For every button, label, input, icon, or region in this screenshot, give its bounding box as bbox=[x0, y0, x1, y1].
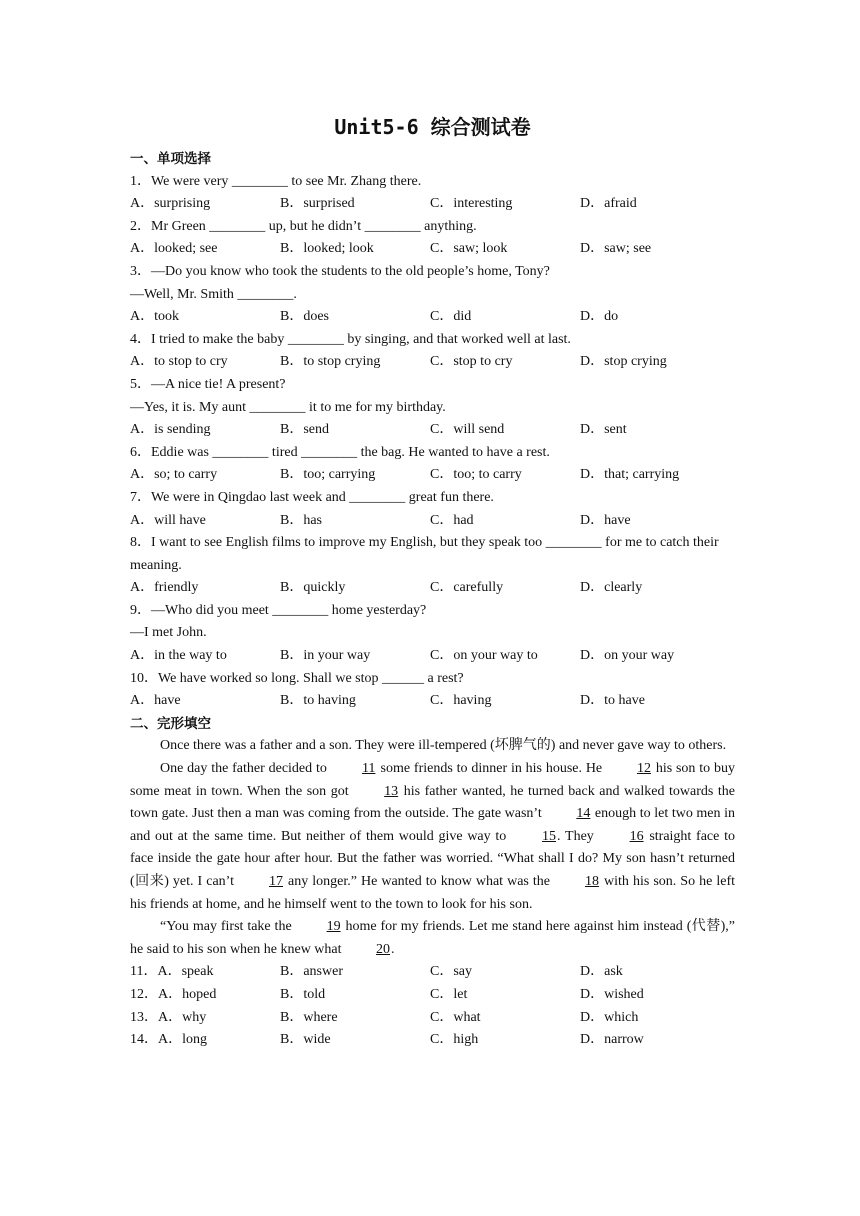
option-a[interactable] bbox=[130, 961, 280, 984]
option-b[interactable]: B．to having bbox=[280, 693, 356, 709]
option-a[interactable] bbox=[130, 1007, 280, 1030]
question-stem: —Yes, it is. My aunt ________ it to me for my birthday. bbox=[130, 399, 446, 415]
cloze-option-row bbox=[130, 1029, 735, 1052]
option-row bbox=[130, 351, 735, 374]
question-stem: 2．Mr Green ________ up, but he didn’t ________ anything. bbox=[130, 218, 477, 234]
option-c[interactable]: C．interesting bbox=[430, 196, 513, 212]
blank-11: 11 bbox=[361, 761, 376, 777]
option-b[interactable]: B．in your way bbox=[280, 648, 371, 664]
blank-15: 15 bbox=[542, 828, 557, 844]
text-segment: . They bbox=[557, 828, 599, 844]
option-c[interactable]: C．on your way to bbox=[430, 648, 538, 664]
text-segment: home for my friends. Let me stand here against him instead (代替),” he said to his son when he knew what bbox=[130, 919, 735, 957]
option-row bbox=[130, 419, 735, 442]
cloze-paragraph-1: Once there was a father and a son. They were ill-tempered (坏脾气的) and never gave way to others. bbox=[160, 738, 727, 754]
text-segment: with his son. So he left his friends at home, and he himself went to the town to look for his son. bbox=[130, 874, 735, 912]
question-list bbox=[130, 171, 735, 713]
option-a[interactable]: A．is sending bbox=[130, 422, 211, 438]
question-stem: 3．—Do you know who took the students to the old people’s home, Tony? bbox=[130, 263, 550, 279]
blank-14: 14 bbox=[576, 806, 591, 822]
option-row bbox=[130, 193, 735, 216]
option-c[interactable]: C．will send bbox=[430, 422, 505, 438]
option-row bbox=[130, 690, 735, 713]
option-row bbox=[130, 645, 735, 668]
option-c[interactable]: C．say bbox=[430, 964, 472, 980]
option-a[interactable]: A．surprising bbox=[130, 196, 211, 212]
option-b[interactable]: B．surprised bbox=[280, 196, 355, 212]
question-stem: 1．We were very ________ to see Mr. Zhang there. bbox=[130, 173, 422, 189]
option-row bbox=[130, 577, 735, 600]
question-stem: 4．I tried to make the baby ________ by singing, and that worked well at last. bbox=[130, 331, 571, 347]
question-stem: 9．—Who did you meet ________ home yesterday? bbox=[130, 602, 427, 618]
blank-19: 19 bbox=[326, 919, 341, 935]
option-d[interactable]: D．ask bbox=[580, 964, 623, 980]
page-title: Unit5-6 综合测试卷 bbox=[334, 115, 531, 139]
option-d[interactable]: D．saw; see bbox=[580, 241, 652, 257]
cloze-option-row bbox=[130, 961, 735, 984]
cloze-paragraph-3 bbox=[130, 916, 735, 961]
text-segment: “You may first take the bbox=[160, 919, 296, 935]
option-d[interactable]: D．sent bbox=[580, 422, 627, 438]
text-segment: his son to buy some meat in town. When the son got bbox=[130, 761, 735, 799]
option-c[interactable]: C．what bbox=[430, 1009, 481, 1025]
section-heading-choice: 一、单项选择 bbox=[130, 151, 211, 167]
option-a[interactable] bbox=[130, 1029, 280, 1052]
option-b[interactable]: B．does bbox=[280, 309, 329, 325]
text-segment: any longer.” He wanted to know what was the bbox=[284, 874, 555, 889]
option-d[interactable]: D．clearly bbox=[580, 580, 643, 596]
question-stem: 7．We were in Qingdao last week and ________ great fun there. bbox=[130, 489, 494, 505]
text-segment: One day the father decided to bbox=[160, 761, 331, 777]
cloze-option-row bbox=[130, 1007, 735, 1030]
exam-page bbox=[130, 112, 735, 1052]
option-c[interactable]: C．saw; look bbox=[430, 241, 508, 257]
blank-18: 18 bbox=[585, 874, 600, 889]
cloze-option-row bbox=[130, 984, 735, 1007]
blank-13: 13 bbox=[384, 783, 399, 799]
option-b[interactable]: B．send bbox=[280, 422, 329, 438]
text-segment: enough to let two men in and out at the same time. But neither of them would give way to bbox=[130, 806, 736, 844]
option-d[interactable]: D．on your way bbox=[580, 648, 675, 664]
option-b[interactable]: B．to stop crying bbox=[280, 354, 381, 370]
question-number: 13． bbox=[130, 1009, 158, 1025]
option-c[interactable]: C．did bbox=[430, 309, 472, 325]
blank-16: 16 bbox=[629, 828, 644, 844]
option-d[interactable]: D．that; carrying bbox=[580, 467, 680, 483]
option-d[interactable]: D．afraid bbox=[580, 196, 637, 212]
text-segment: his father wanted, he turned back and walked towards the town gate. Just then a man was coming from the outside. The gate wasn’t bbox=[130, 783, 735, 822]
question-number: 11． bbox=[130, 964, 158, 980]
option-a[interactable]: A．so; to carry bbox=[130, 467, 218, 483]
question-number: 12． bbox=[130, 986, 158, 1002]
question-stem: —I met John. bbox=[130, 625, 207, 641]
option-a[interactable] bbox=[130, 984, 280, 1007]
option-b[interactable]: B．told bbox=[280, 986, 326, 1002]
option-text: A．speak bbox=[157, 964, 214, 980]
question-stem: 5．—A nice tie! A present? bbox=[130, 376, 286, 392]
option-text: A．long bbox=[158, 1032, 207, 1048]
option-d[interactable]: D．stop crying bbox=[580, 354, 667, 370]
option-b[interactable]: B．quickly bbox=[280, 580, 346, 596]
text-segment: straight face to face inside the gate hour after hour. But the father was worried. “What shall I do? My son hasn’t returned (回来) yet. I can’t bbox=[130, 828, 736, 889]
text-segment: . bbox=[391, 941, 395, 957]
option-a[interactable]: A．friendly bbox=[130, 580, 199, 596]
option-row bbox=[130, 238, 735, 261]
question-stem: 10．We have worked so long. Shall we stop ______ a rest? bbox=[130, 670, 464, 686]
option-c[interactable]: C．too; to carry bbox=[430, 467, 522, 483]
blank-20: 20 bbox=[376, 941, 391, 957]
question-stem: —Well, Mr. Smith ________. bbox=[130, 286, 297, 302]
option-c[interactable]: C．carefully bbox=[430, 580, 504, 596]
option-text: A．why bbox=[158, 1009, 207, 1025]
question-number: 14． bbox=[130, 1032, 158, 1048]
section-heading-cloze: 二、完形填空 bbox=[130, 715, 211, 732]
blank-17: 17 bbox=[269, 874, 283, 889]
option-b[interactable]: B．has bbox=[280, 512, 322, 528]
option-b[interactable]: B．looked; look bbox=[280, 241, 374, 257]
option-d[interactable]: D．which bbox=[580, 1009, 639, 1025]
option-a[interactable]: A．looked; see bbox=[130, 241, 218, 257]
option-row bbox=[130, 306, 735, 329]
question-stem: 6．Eddie was ________ tired ________ the bag. He wanted to have a rest. bbox=[130, 444, 550, 460]
option-row bbox=[130, 464, 735, 487]
option-c[interactable]: C．having bbox=[430, 693, 492, 709]
option-a[interactable]: A．will have bbox=[130, 512, 206, 528]
option-row bbox=[130, 510, 735, 533]
text-segment: some friends to dinner in his house. He bbox=[376, 761, 606, 777]
option-c[interactable]: C．high bbox=[430, 1032, 479, 1048]
option-d[interactable]: D．wished bbox=[580, 986, 644, 1002]
option-d[interactable]: D．narrow bbox=[580, 1032, 644, 1048]
cloze-paragraph-2 bbox=[130, 758, 735, 916]
option-d[interactable]: D．do bbox=[580, 309, 619, 325]
option-b[interactable]: B．too; carrying bbox=[280, 467, 376, 483]
option-a[interactable]: A．took bbox=[130, 309, 179, 325]
cloze-options-list bbox=[130, 961, 735, 1051]
option-a[interactable]: A．to stop to cry bbox=[130, 354, 228, 370]
option-d[interactable]: D．have bbox=[580, 512, 631, 528]
question-stem: 8．I want to see English films to improve my English, but they speak too ________ for me to catch their meaning. bbox=[130, 535, 719, 573]
blank-12: 12 bbox=[636, 761, 651, 777]
option-a[interactable]: A．have bbox=[130, 693, 181, 709]
option-text: A．hoped bbox=[158, 986, 217, 1002]
option-c[interactable]: C．had bbox=[430, 512, 474, 528]
option-a[interactable]: A．in the way to bbox=[130, 648, 227, 664]
option-b[interactable]: B．answer bbox=[280, 964, 343, 980]
option-c[interactable]: C．let bbox=[430, 986, 468, 1002]
option-d[interactable]: D．to have bbox=[580, 693, 645, 709]
option-b[interactable]: B．wide bbox=[280, 1032, 331, 1048]
option-b[interactable]: B．where bbox=[280, 1009, 338, 1025]
option-c[interactable]: C．stop to cry bbox=[430, 354, 513, 370]
